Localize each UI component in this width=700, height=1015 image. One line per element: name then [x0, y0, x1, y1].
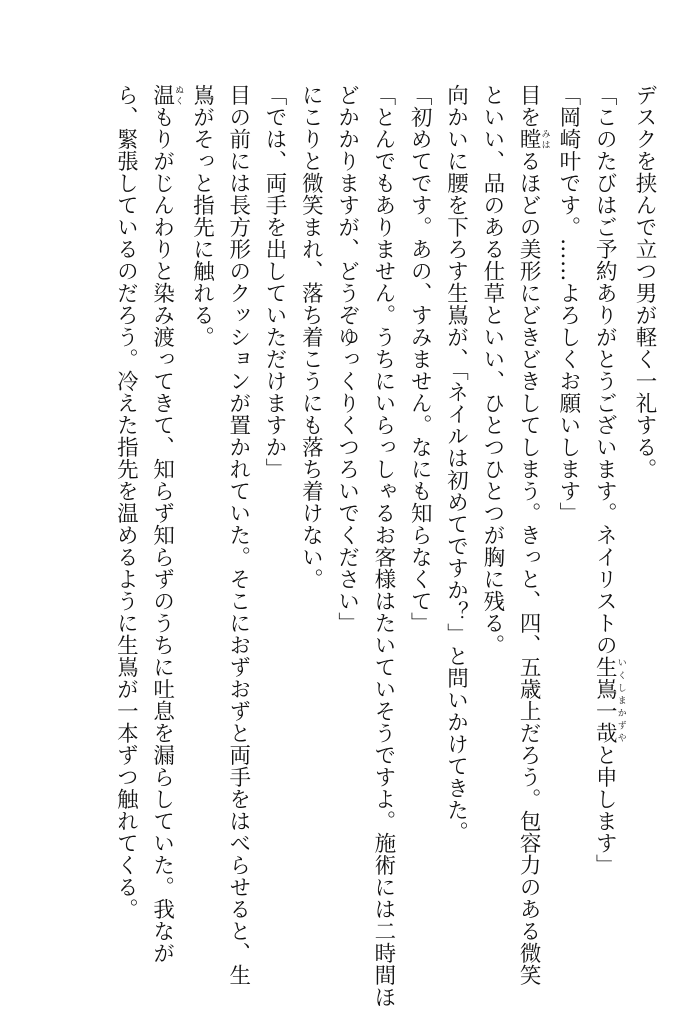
text-line-15: ら、緊張しているのだろう。冷えた指先を温めるように生嶌が一本ずつ触れてくる。 [113, 84, 139, 920]
ruby-nuku-base: 温 [149, 84, 175, 106]
ruby-name-reading: いくしまかずや [615, 656, 626, 744]
text-line-14 [143, 84, 184, 964]
vertical-text-block [107, 84, 662, 1008]
text-line-8: 「とんでもありません。うちにいらっしゃるお客様はたいていそうですよ。施術には二時間ほ [370, 84, 396, 1008]
text-line-11: 「では、両手を出していただけますか」 [262, 84, 288, 480]
text-line-4-tail: るほどの美形にどきどきしてしまう。きっと、四、五歳上だろう。包容力のある微笑 [516, 150, 542, 986]
text-line-1: デスクを挟んで立つ男が軽く一礼する。 [632, 84, 657, 480]
text-line-2-head: 「このたびはご予約ありがとうございます。ネイリストの [592, 84, 618, 656]
text-line-14-rest: もりがじんわりと染み渡ってきて、知らず知らずのうちに吐息を漏らしていた。我なが [149, 106, 175, 964]
text-line-4 [510, 84, 550, 986]
text-line-13: 嶌がそっと指先に触れる。 [189, 84, 215, 348]
text-line-10: にこりと微笑まれ、落ち着こうにも落ち着けない。 [298, 84, 324, 590]
text-line-3: 「岡崎叶です。……よろしくお願いします」 [555, 84, 581, 524]
text-line-4-head: 目を [516, 84, 542, 128]
text-line-12: 目の前には長方形のクッションが置かれていた。そこにおずおずと両手をはべらせると、生 [225, 84, 251, 986]
ruby-miha-base: 瞠 [516, 128, 542, 150]
text-line-2 [586, 84, 626, 944]
ruby-nuku [149, 84, 184, 106]
ruby-miha-reading: みは [539, 128, 550, 150]
text-line-2-tail: と申します」 [592, 744, 618, 876]
text-line-6: 向かいに腰を下ろす生嶌が、「ネイルは初めてですか？」と問いかけてきた。 [443, 84, 469, 844]
text-line-9: どかかりますが、どうぞゆっくりくつろいでください」 [334, 84, 360, 634]
ruby-nuku-reading: ぬく [173, 84, 184, 106]
ruby-miha [516, 128, 550, 150]
ruby-name [592, 656, 626, 744]
ruby-name-base: 生嶌一哉 [592, 656, 618, 744]
text-line-5: といい、品のある仕草といい、ひとつひとつが胸に残る。 [479, 84, 505, 656]
text-line-7: 「初めてです。あの、すみません。なにも知らなくて」 [407, 84, 433, 634]
